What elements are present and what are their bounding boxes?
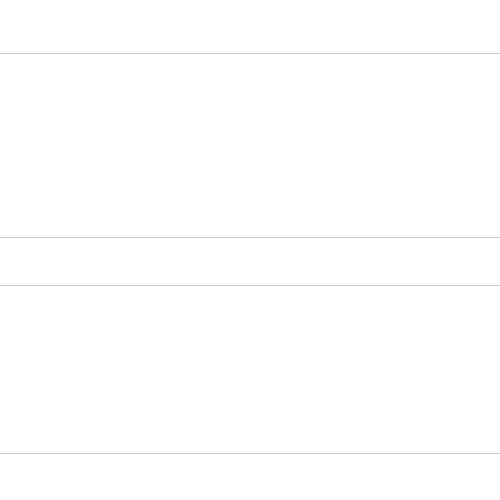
size-chart-table-top: [0, 53, 500, 238]
size-chart-table-bottom: [0, 285, 500, 454]
